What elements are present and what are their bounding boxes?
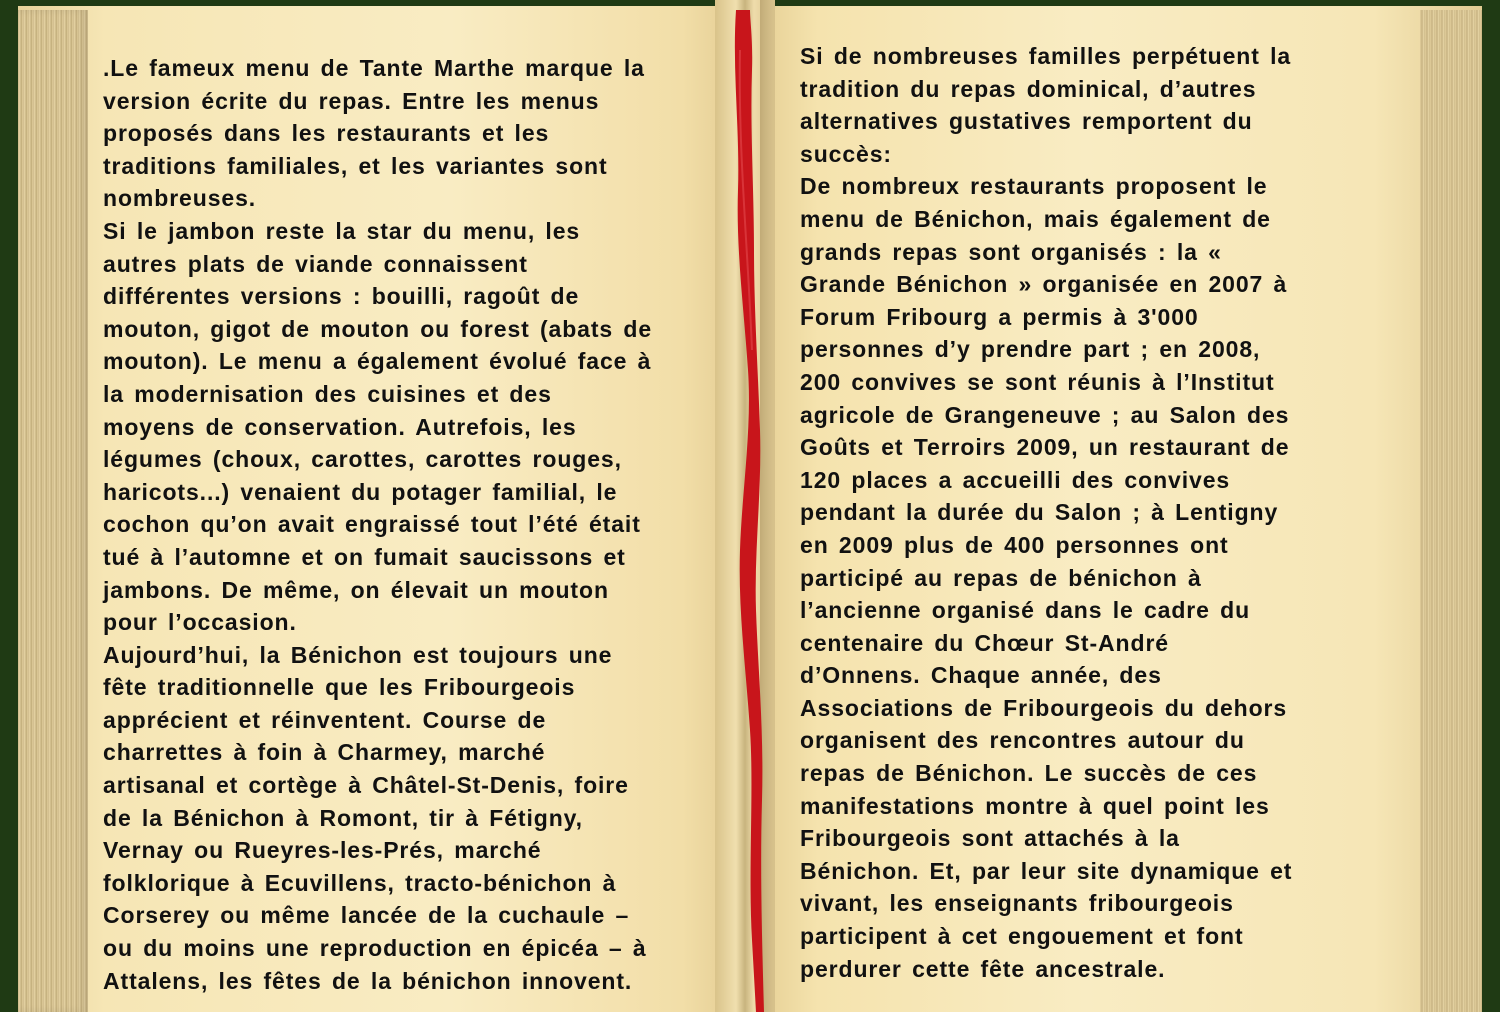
right-page-edges bbox=[1420, 10, 1482, 1012]
text-line: 120 places a accueilli des convives bbox=[800, 466, 1231, 493]
bookmark-ribbon bbox=[728, 10, 768, 1012]
text-line: menu de Bénichon, mais également de bbox=[800, 205, 1271, 232]
text-line: vivant, les enseignants fribourgeois bbox=[800, 890, 1234, 917]
text-line: organisent des rencontres autour du bbox=[800, 727, 1245, 754]
text-line: haricots...) venaient du potager familial, le bbox=[103, 478, 618, 505]
text-line: de la Bénichon à Romont, tir à Fétigny, bbox=[103, 804, 583, 831]
text-line: Si le jambon reste la star du menu, les bbox=[103, 217, 581, 244]
text-line: perdurer cette fête ancestrale. bbox=[800, 955, 1166, 982]
text-line: Attalens, les fêtes de la bénichon innovent. bbox=[103, 967, 633, 994]
text-line: Si de nombreuses familles perpétuent la bbox=[800, 43, 1292, 69]
text-line: l’ancienne organisé dans le cadre du bbox=[800, 597, 1251, 624]
text-line: Corserey ou même lancée de la cuchaule – bbox=[103, 902, 630, 929]
text-line: manifestations montre à quel point les bbox=[800, 792, 1270, 819]
text-line: la modernisation des cuisines et des bbox=[103, 380, 552, 407]
text-line: cochon qu’on avait engraissé tout l’été était bbox=[103, 511, 641, 538]
text-line: participé au repas de bénichon à bbox=[800, 564, 1202, 591]
text-line: alternatives gustatives remportent du bbox=[800, 108, 1253, 135]
text-line: Fribourgeois sont attachés à la bbox=[800, 825, 1180, 852]
text-line: mouton). Le menu a également évolué face à bbox=[103, 348, 652, 375]
text-line: agricole de Grangeneuve ; au Salon des bbox=[800, 401, 1290, 428]
text-line: jambons. De même, on élevait un mouton bbox=[103, 576, 609, 603]
text-line: différentes versions : bouilli, ragoût de bbox=[103, 283, 580, 310]
text-line: autres plats de viande connaissent bbox=[103, 250, 528, 277]
text-line: succès: bbox=[800, 140, 892, 167]
text-line: De nombreux restaurants proposent le bbox=[800, 173, 1268, 200]
text-line: .Le fameux menu de Tante Marthe marque la bbox=[103, 55, 645, 81]
text-line: participent à cet engouement et font bbox=[800, 923, 1244, 950]
text-line: Forum Fribourg a permis à 3'000 bbox=[800, 303, 1199, 330]
text-line: fête traditionnelle que les Fribourgeois bbox=[103, 674, 576, 701]
text-line: ou du moins une reproduction en épicéa – à bbox=[103, 935, 647, 962]
text-line: mouton, gigot de mouton ou forest (abats de bbox=[103, 315, 653, 342]
text-line: pour l’occasion. bbox=[103, 609, 297, 636]
text-line: Vernay ou Rueyres-les-Prés, marché bbox=[103, 837, 542, 864]
text-line: légumes (choux, carottes, carottes rouges, bbox=[103, 446, 622, 473]
text-line: version écrite du repas. Entre les menus bbox=[103, 87, 600, 114]
text-line: Bénichon. Et, par leur site dynamique et bbox=[800, 857, 1293, 884]
left-page-edges bbox=[18, 10, 88, 1012]
ribbon-shape bbox=[735, 10, 764, 1012]
text-line: repas de Bénichon. Le succès de ces bbox=[800, 760, 1258, 787]
text-line: d’Onnens. Chaque année, des bbox=[800, 662, 1162, 689]
text-line: 200 convives se sont réunis à l’Institut bbox=[800, 368, 1275, 395]
text-line: tradition du repas dominical, d’autres bbox=[800, 75, 1257, 102]
text-line: moyens de conservation. Autrefois, les bbox=[103, 413, 577, 440]
text-line: grands repas sont organisés : la « bbox=[800, 238, 1222, 265]
text-line: personnes d’y prendre part ; en 2008, bbox=[800, 336, 1261, 363]
text-line: apprécient et réinventent. Course de bbox=[103, 706, 547, 733]
text-line: artisanal et cortège à Châtel-St-Denis, foire bbox=[103, 772, 629, 799]
left-page-text bbox=[103, 52, 652, 997]
text-line: traditions familiales, et les variantes sont bbox=[103, 152, 608, 179]
text-line: Aujourd’hui, la Bénichon est toujours une bbox=[103, 641, 613, 668]
text-line: tué à l’automne et on fumait saucissons et bbox=[103, 543, 626, 570]
right-page-text bbox=[800, 40, 1292, 985]
text-line: en 2009 plus de 400 personnes ont bbox=[800, 531, 1229, 558]
text-line: pendant la durée du Salon ; à Lentigny bbox=[800, 499, 1279, 526]
text-line: Grande Bénichon » organisée en 2007 à bbox=[800, 271, 1288, 298]
text-line: charrettes à foin à Charmey, marché bbox=[103, 739, 546, 766]
text-line: centenaire du Chœur St-André bbox=[800, 629, 1170, 656]
text-line: proposés dans les restaurants et les bbox=[103, 120, 550, 147]
text-line: Goûts et Terroirs 2009, un restaurant de bbox=[800, 434, 1290, 461]
text-line: nombreuses. bbox=[103, 185, 257, 212]
text-line: folklorique à Ecuvillens, tracto-bénichon à bbox=[103, 869, 617, 896]
text-line: Associations de Fribourgeois du dehors bbox=[800, 694, 1288, 721]
